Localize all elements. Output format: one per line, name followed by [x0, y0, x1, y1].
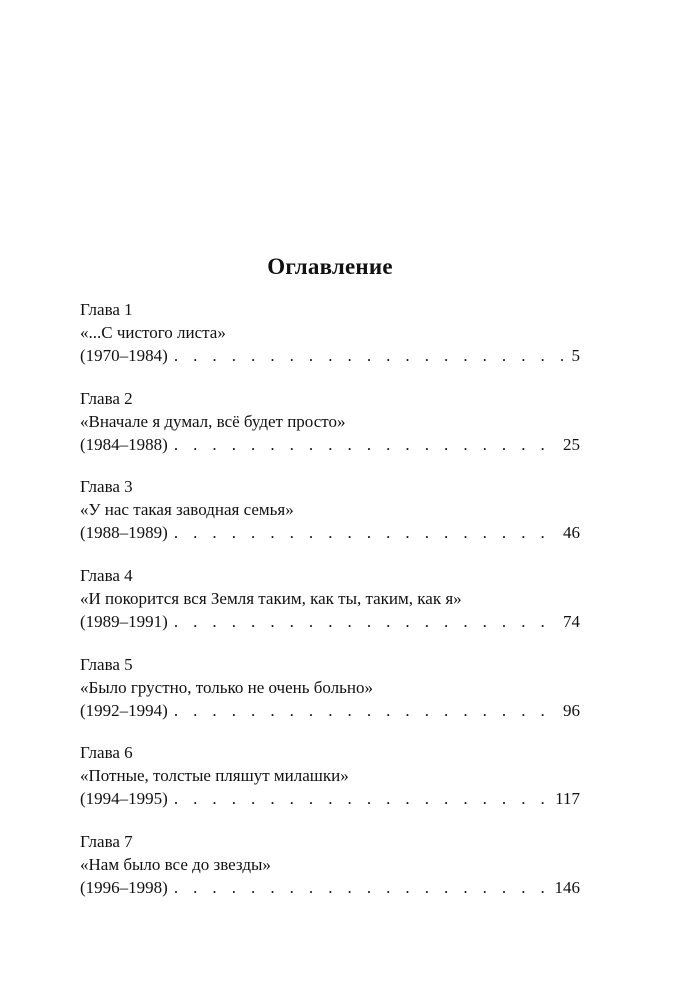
- page-number: 25: [563, 434, 580, 454]
- chapter-label: Глава 4: [80, 566, 133, 586]
- dot-leader: [174, 610, 559, 633]
- page-number: 96: [563, 700, 580, 720]
- chapter-years: (1988–1989): [80, 523, 168, 543]
- chapter-title: «Вначале я думал, всё будет просто»: [80, 411, 346, 431]
- chapter-title: «Было грустно, только не очень больно»: [80, 677, 374, 697]
- toc-entry-chapter-3[interactable]: [80, 475, 580, 564]
- toc-entry-chapter-2[interactable]: [80, 387, 580, 476]
- chapter-years: (1992–1994): [80, 700, 168, 720]
- table-of-contents: [80, 298, 580, 919]
- page-number: 74: [563, 612, 580, 632]
- page-title: Оглавление: [267, 254, 393, 279]
- page-number: 146: [554, 878, 580, 898]
- chapter-title: «Потные, толстые пляшут милашки»: [80, 766, 349, 786]
- dot-leader: [174, 876, 551, 899]
- toc-entry-chapter-4[interactable]: [80, 564, 580, 653]
- dot-leader: [174, 433, 559, 456]
- chapter-years: (1994–1995): [80, 789, 168, 809]
- chapter-years: (1984–1988): [80, 434, 168, 454]
- chapter-title: «Нам было все до звезды»: [80, 855, 271, 875]
- chapter-years: (1996–1998): [80, 878, 168, 898]
- chapter-title: «У нас такая заводная семья»: [80, 500, 294, 520]
- chapter-label: Глава 7: [80, 832, 133, 852]
- chapter-label: Глава 5: [80, 654, 133, 674]
- toc-entry-chapter-6[interactable]: [80, 741, 580, 830]
- dot-leader: [174, 521, 559, 544]
- toc-entry-chapter-5[interactable]: [80, 653, 580, 742]
- chapter-years: (1989–1991): [80, 612, 168, 632]
- chapter-label: Глава 6: [80, 743, 133, 763]
- dot-leader: [174, 787, 551, 810]
- chapter-label: Глава 3: [80, 477, 133, 497]
- toc-entry-chapter-7[interactable]: [80, 830, 580, 919]
- chapter-label: Глава 1: [80, 300, 133, 319]
- page-number: 46: [563, 523, 580, 543]
- chapter-title: «...С чистого листа»: [80, 323, 226, 342]
- page-number: 117: [555, 789, 580, 809]
- dot-leader: [174, 699, 559, 722]
- page-number: 5: [571, 346, 580, 365]
- chapter-label: Глава 2: [80, 388, 133, 408]
- chapter-years: (1970–1984): [80, 346, 168, 365]
- toc-entry-chapter-1[interactable]: [80, 298, 580, 387]
- dot-leader: [174, 344, 568, 367]
- chapter-title: «И покорится вся Земля таким, как ты, таким, как я»: [80, 589, 462, 609]
